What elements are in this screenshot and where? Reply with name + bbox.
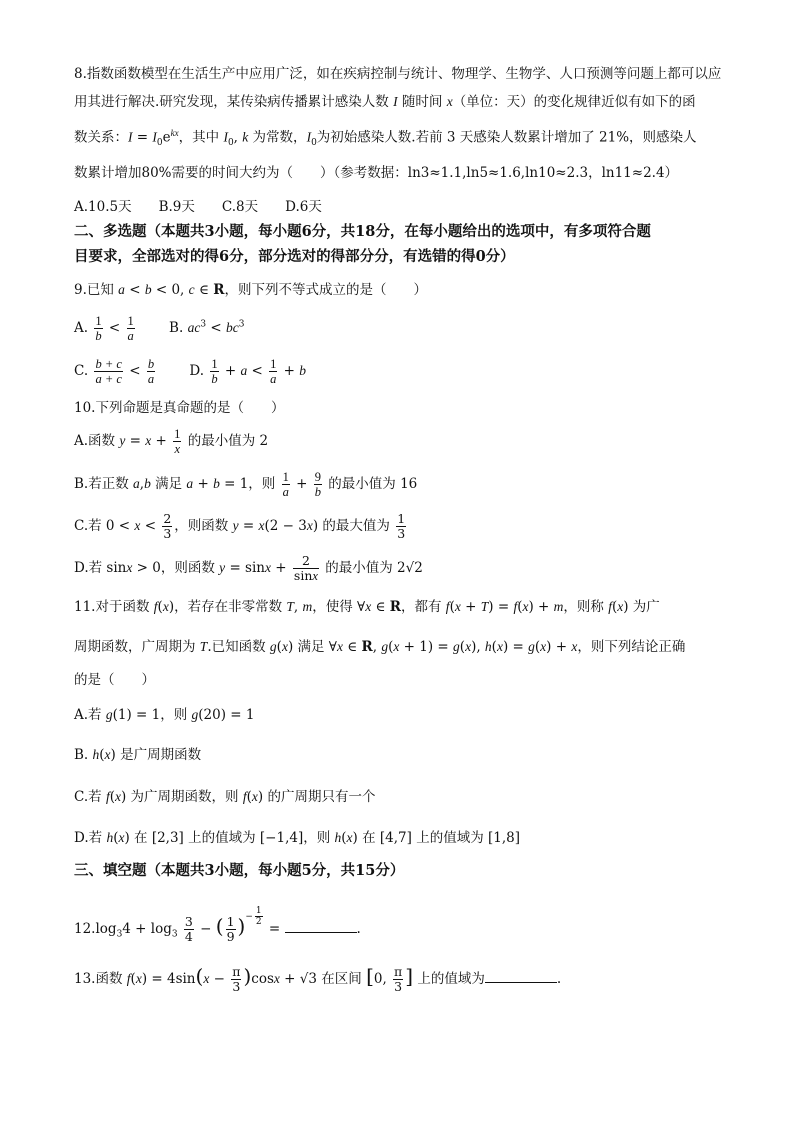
q12: $12.\log_34 + \log_3$ $\frac{3}{4}$ − ( $\frac{1}{9}$ )$^{- \frac{1}{2}}$ = . (74, 906, 361, 944)
q8-options: A.10.5天 B.9天 C.8天 D.6天 (74, 199, 322, 215)
q11-option-b: B. h(x) 是广周期函数 (74, 747, 202, 763)
q12-answer-blank[interactable] (285, 920, 357, 933)
q8-line-2: 用其进行解决.研究发现，某传染病传播累计感染人数 I 随时间 x（单位：天）的变化规律近似有如下的函 (74, 94, 696, 110)
q10-option-a: A.函数 y = x + $\frac{1}{x}$ 的最小值为 2 (74, 427, 269, 456)
q10-option-c: C.若 0 < x < $\frac{2}{3}$ ，则函数 y = x(2 − 3x) 的最大值为 $\frac{1}{3}$ (74, 511, 406, 541)
q11-line-1: 11.对于函数 f(x)，若存在非零常数 T, m，使得 ∀x ∈ R，都有 f(x + T) = f(x) + m，则称 f(x) 为广 (74, 599, 660, 615)
q8-line-1: 8.指数函数模型在生活生产中应用广泛，如在疾病控制与统计、物理学、生物学、人口预测等问题上都可以应 (74, 66, 722, 82)
section-3-title: 三、填空题（本题共3小题，每小题5分，共15分） (74, 862, 405, 879)
q13: 13.函数 f(x) = 4sin(x − $\frac{\pi}{3}$ )cosx + √3 在区间 [0, $\frac{\pi}{3}$ ] 上的值域为 . (74, 964, 562, 994)
q8-line-3: 数关系：$I = I_0e^{kx}$，其中 $I_0$, k 为常数，$I_0$为初始感染人数.若前 3 天感染人数累计增加了 21%，则感染人 (74, 128, 697, 149)
q11-option-c: C.若 f(x) 为广周期函数，则 f(x) 的广周期只有一个 (74, 789, 376, 805)
q9-options-ab: A. $\frac{1}{b}$ < $\frac{1}{a}$ B. $ac^3 < bc^3$ (74, 314, 245, 343)
q11-option-d: D.若 h(x) 在 [2,3] 上的值域为 [−1,4]，则 h(x) 在 [4,7] 上的值域为 [1,8] (74, 830, 520, 846)
section-2-line-1: 二、多选题（本题共3小题，每小题6分，共18分，在每小题给出的选项中，有多项符合题 (74, 223, 651, 240)
q13-answer-blank[interactable] (485, 970, 557, 983)
q8-line-4: 数累计增加80%需要的时间大约为（ ）（参考数据：ln3≈1.1,ln5≈1.6,ln10≈2.3，ln11≈2.4） (74, 165, 679, 181)
q10-option-b: B.若正数 a,b 满足 a + b = 1，则 $\frac{1}{a}$ + $\frac{9}{b}$ 的最小值为 16 (74, 470, 418, 499)
q10-option-d: D.若 sinx > 0，则函数 y = sinx + $\frac{2}{\sin x}$ 的最小值为 2√2 (74, 553, 423, 583)
q11-line-2: 周期函数，广周期为 T.已知函数 g(x) 满足 ∀x ∈ R, g(x + 1) = g(x), h(x) = g(x) + x，则下列结论正确 (74, 639, 686, 655)
q9-options-cd: C. $\frac{b + c}{a + c}$ < $\frac{b}{a}$ D. $\frac{1}{b}$ + a < $\frac{1}{a}$ + b (74, 357, 307, 386)
section-2-line-2: 目要求，全部选对的得6分，部分选对的得部分分，有选错的得0分） (74, 248, 515, 265)
q9-stem: 9.已知 a < b < 0, c ∈ R，则下列不等式成立的是（ ） (74, 282, 427, 298)
q11-option-a: A.若 g(1) = 1，则 g(20) = 1 (74, 707, 255, 723)
q10-stem: 10.下列命题是真命题的是（ ） (74, 400, 285, 416)
q11-line-3: 的是（ ） (74, 672, 155, 688)
